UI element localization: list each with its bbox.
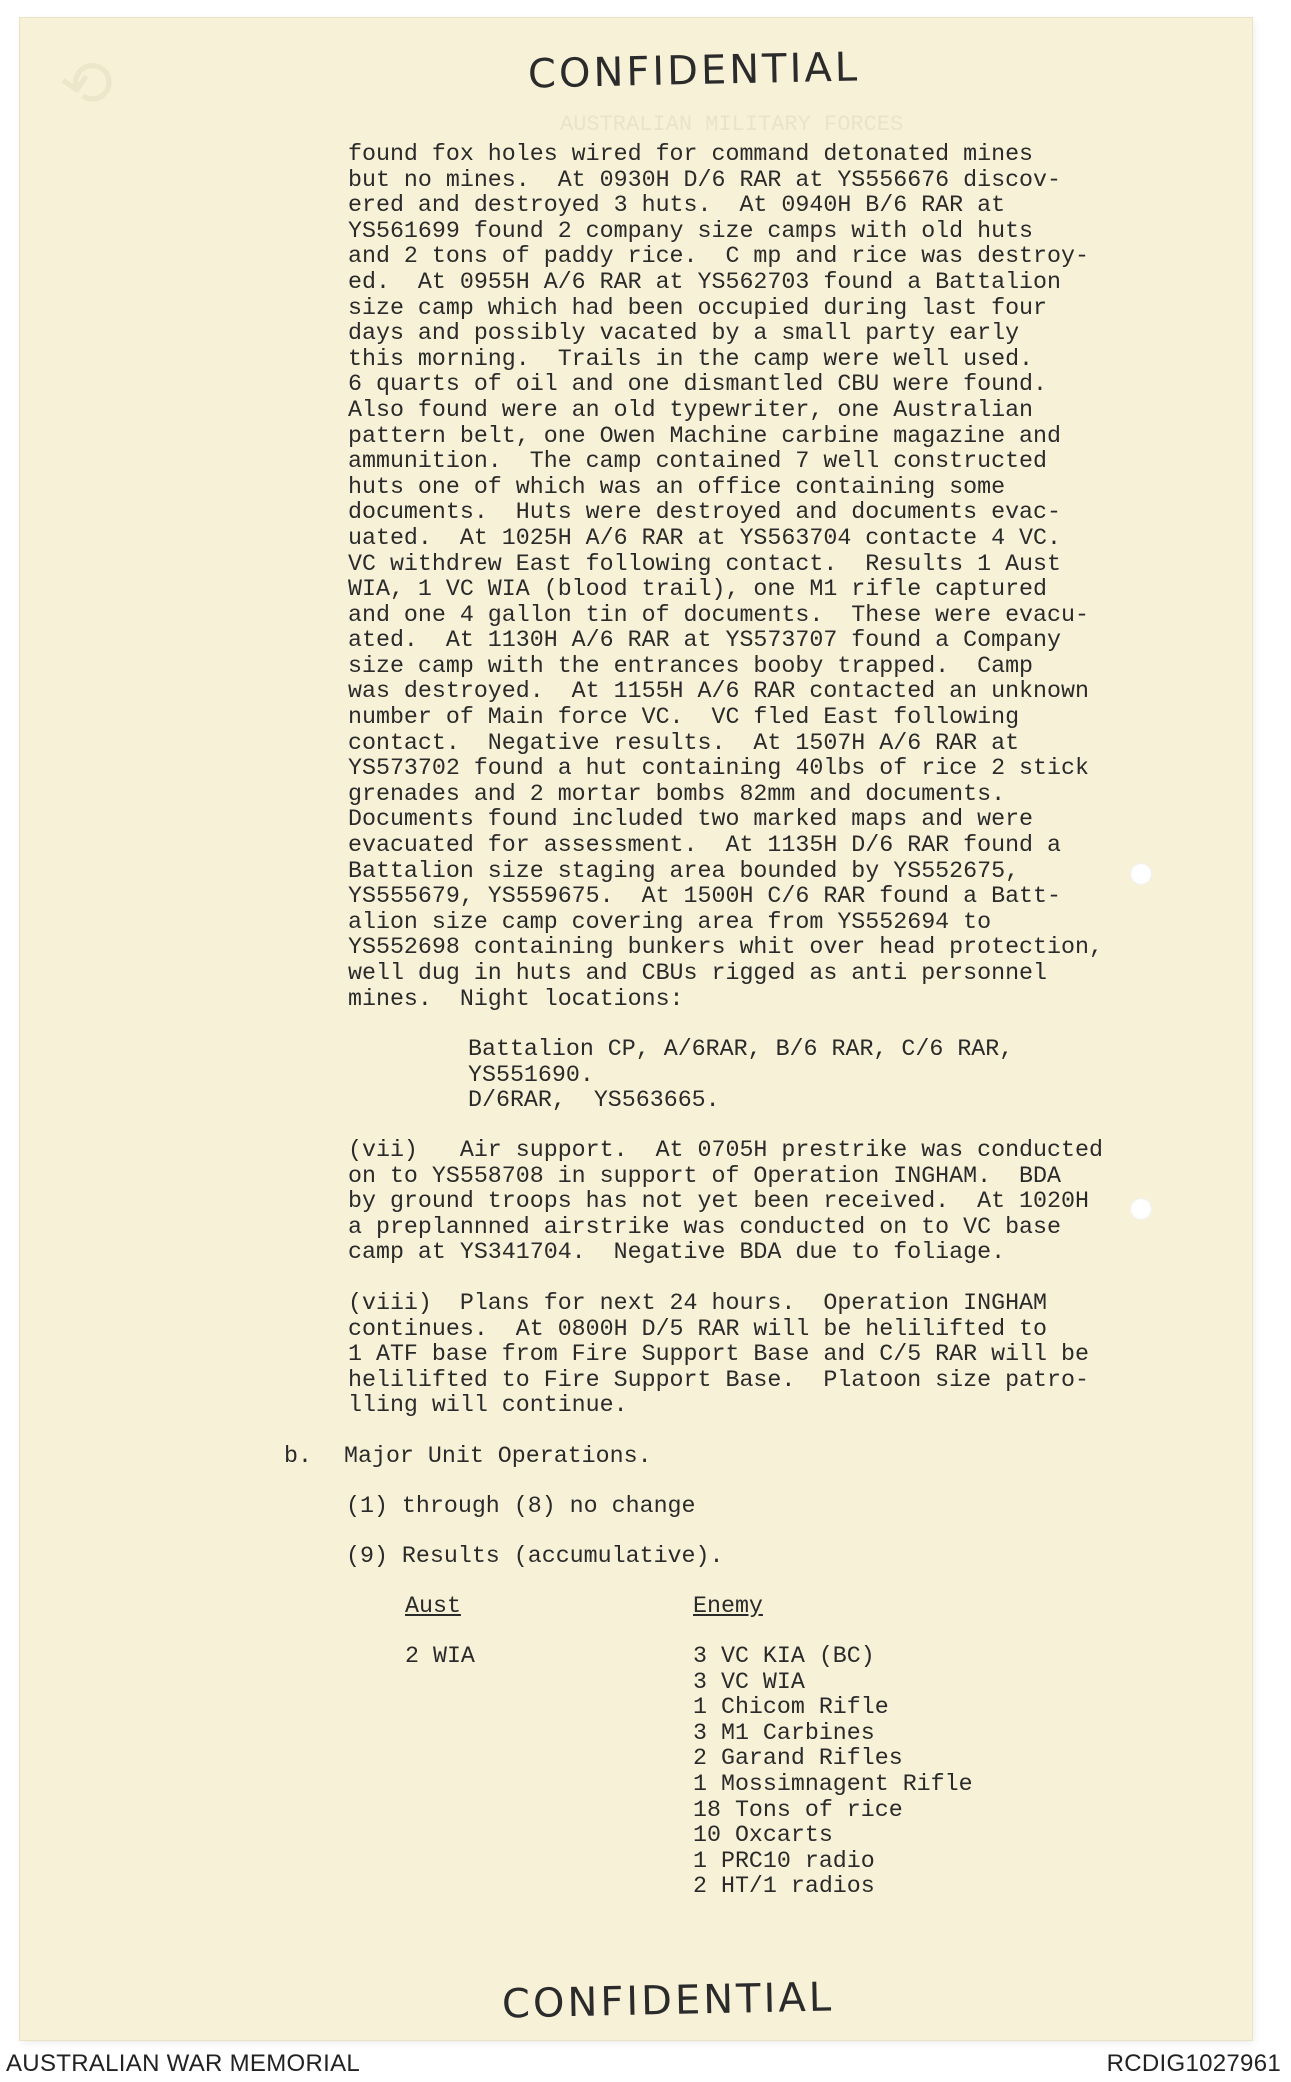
- item-1-8: (1) through (8) no change: [346, 1493, 696, 1519]
- body-line: Documents found included two marked maps and were: [348, 806, 1034, 833]
- body-line: uated. At 1025H A/6 RAR at YS563704 contacte 4 VC.: [348, 524, 1062, 551]
- body-paragraph: [348, 142, 1103, 1012]
- night-location-line: Battalion CP, A/6RAR, B/6 RAR, C/6 RAR,: [468, 1036, 1014, 1062]
- enemy-result-item: 1 Mossimnagent Rifle: [693, 1770, 973, 1797]
- body-line: mines. Night locations:: [348, 985, 684, 1012]
- body-line: grenades and 2 mortar bombs 82mm and documents.: [348, 780, 1006, 807]
- enemy-result-item: 18 Tons of rice: [693, 1796, 903, 1823]
- body-line: YS555679, YS559675. At 1500H C/6 RAR found a Batt-: [348, 883, 1062, 910]
- enemy-result-item: 1 PRC10 radio: [693, 1847, 875, 1874]
- body-line: ated. At 1130H A/6 RAR at YS573707 found a Company: [348, 627, 1062, 654]
- body-line: 6 quarts of oil and one dismantled CBU were found.: [348, 371, 1048, 398]
- section-b-marker: b.: [284, 1443, 312, 1469]
- body-line: contact. Negative results. At 1507H A/6 RAR at: [348, 729, 1020, 756]
- footer-confidential-stamp: CONFIDENTIAL: [501, 1974, 835, 2028]
- body-line: documents. Huts were destroyed and documents evac-: [348, 499, 1062, 526]
- body-line: huts one of which was an office containing some: [348, 473, 1006, 500]
- enemy-result-item: 2 HT/1 radios: [693, 1873, 875, 1900]
- plans-line: (viii) Plans for next 24 hours. Operation INGHAM: [348, 1290, 1048, 1316]
- body-line: VC withdrew East following contact. Results 1 Aust: [348, 550, 1062, 577]
- footer-archive-name: AUSTRALIAN WAR MEMORIAL: [6, 2050, 361, 2077]
- item-9: (9) Results (accumulative).: [346, 1543, 724, 1569]
- header-confidential-stamp: CONFIDENTIAL: [527, 44, 861, 98]
- body-line: ed. At 0955H A/6 RAR at YS562703 found a Battalion: [348, 268, 1062, 295]
- night-locations: [468, 1037, 1013, 1114]
- body-line: number of Main force VC. VC fled East following: [348, 704, 1020, 731]
- night-location-line: YS551690.: [468, 1061, 594, 1088]
- body-line: ammunition. The camp contained 7 well constructed: [348, 448, 1048, 475]
- air-support-line: on to YS558708 in support of Operation INGHAM. BDA: [348, 1162, 1062, 1189]
- body-line: days and possibly vacated by a small party early: [348, 320, 1020, 347]
- air-support-paragraph: [348, 1138, 1103, 1266]
- plans-paragraph: [348, 1291, 1089, 1419]
- punch-hole-bottom: [1130, 1198, 1152, 1220]
- night-location-line: D/6RAR, YS563665.: [468, 1087, 720, 1114]
- enemy-result-item: 10 Oxcarts: [693, 1822, 833, 1849]
- plans-line: continues. At 0800H D/5 RAR will be helilifted to: [348, 1315, 1048, 1342]
- air-support-line: camp at YS341704. Negative BDA due to foliage.: [348, 1239, 1006, 1266]
- body-line: well dug in huts and CBUs rigged as anti personnel: [348, 960, 1048, 986]
- plans-line: 1 ATF base from Fire Support Base and C/5 RAR will be: [348, 1341, 1089, 1368]
- body-line: pattern belt, one Owen Machine carbine magazine and: [348, 422, 1062, 449]
- body-line: alion size camp covering area from YS552694 to: [348, 908, 992, 935]
- body-line: and one 4 gallon tin of documents. These were evacu-: [348, 601, 1089, 628]
- body-line: YS561699 found 2 company size camps with old huts: [348, 217, 1034, 244]
- body-line: size camp which had been occupied during last four: [348, 294, 1048, 321]
- enemy-column-header: Enemy: [693, 1593, 763, 1619]
- enemy-result-item: 2 Garand Rifles: [693, 1745, 903, 1772]
- body-line: ered and destroyed 3 huts. At 0940H B/6 RAR at: [348, 192, 1006, 219]
- section-b-heading: Major Unit Operations.: [344, 1443, 652, 1469]
- enemy-result-item: 3 VC KIA (BC): [693, 1643, 875, 1669]
- body-line: was destroyed. At 1155H A/6 RAR contacted an unknown: [348, 678, 1089, 705]
- body-line: Also found were an old typewriter, one Australian: [348, 396, 1034, 423]
- aust-results-list: [405, 1644, 475, 1670]
- enemy-result-item: 3 VC WIA: [693, 1668, 805, 1695]
- punch-hole-top: [1130, 863, 1152, 885]
- plans-line: lling will continue.: [348, 1392, 628, 1419]
- plans-line: helilifted to Fire Support Base. Platoon size patro-: [348, 1366, 1089, 1393]
- body-line: YS573702 found a hut containing 40lbs of rice 2 stick: [348, 755, 1089, 782]
- enemy-result-item: 3 M1 Carbines: [693, 1719, 875, 1746]
- body-line: WIA, 1 VC WIA (blood trail), one M1 rifle captured: [348, 576, 1048, 603]
- air-support-line: a preplannned airstrike was conducted on to VC base: [348, 1213, 1062, 1240]
- body-line: size camp with the entrances booby trapped. Camp: [348, 652, 1034, 679]
- body-line: Battalion size staging area bounded by YS552675,: [348, 857, 1020, 884]
- enemy-result-item: 1 Chicom Rifle: [693, 1694, 889, 1721]
- air-support-line: by ground troops has not yet been received. At 1020H: [348, 1188, 1089, 1215]
- aust-result-item: 2 WIA: [405, 1643, 475, 1669]
- air-support-line: (vii) Air support. At 0705H prestrike was conducted: [348, 1137, 1103, 1163]
- body-line: and 2 tons of paddy rice. C mp and rice was destroy-: [348, 243, 1089, 270]
- body-line: YS552698 containing bunkers whit over head protection,: [348, 934, 1103, 961]
- body-line: found fox holes wired for command detonated mines: [348, 141, 1034, 167]
- aust-column-header: Aust: [405, 1593, 461, 1619]
- enemy-results-list: [693, 1644, 973, 1900]
- body-line: this morning. Trails in the camp were well used.: [348, 345, 1034, 372]
- footer-record-id: RCDIG1027961: [1106, 2050, 1281, 2077]
- body-line: but no mines. At 0930H D/6 RAR at YS556676 discov-: [348, 166, 1062, 193]
- faint-page-mark: ⟲: [53, 43, 120, 127]
- body-line: evacuated for assessment. At 1135H D/6 RAR found a: [348, 832, 1062, 859]
